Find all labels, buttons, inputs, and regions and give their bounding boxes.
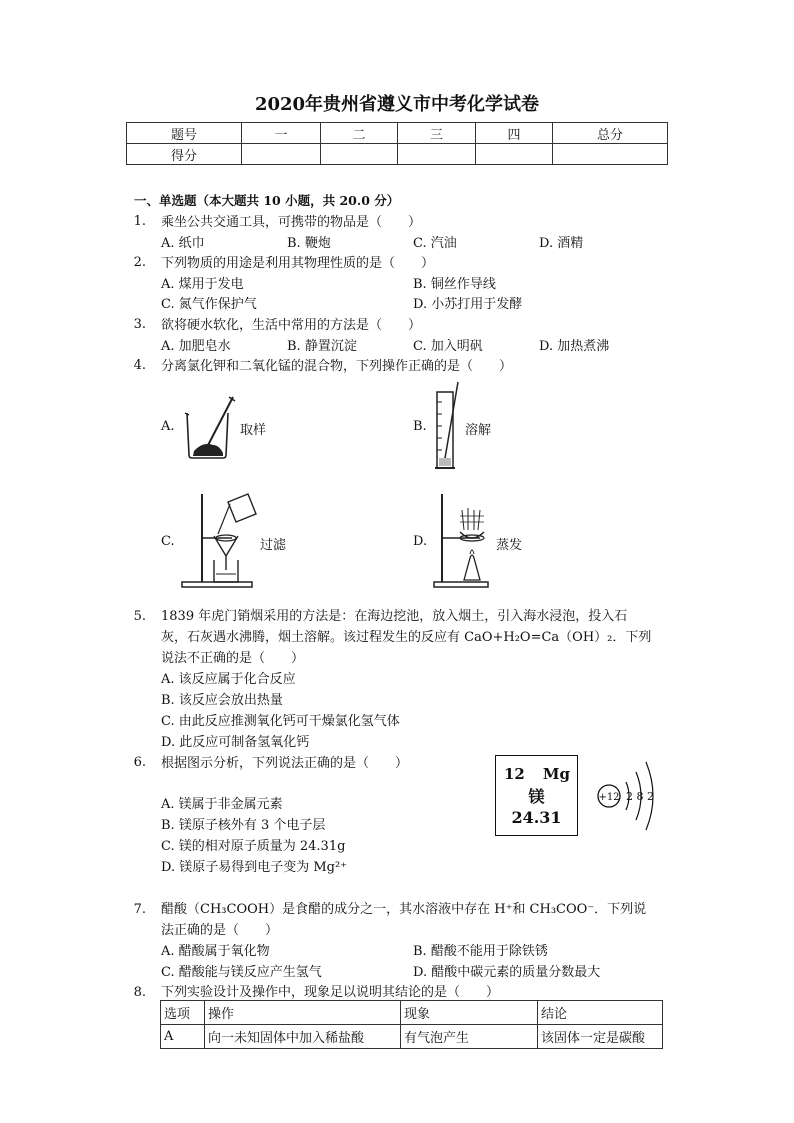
option-c: C. 醋酸能与镁反应产生氢气 bbox=[161, 965, 322, 980]
table-row bbox=[161, 1025, 663, 1049]
score-table bbox=[126, 122, 668, 165]
score-cell bbox=[398, 144, 476, 165]
option-b: B. 醋酸不能用于除铁锈 bbox=[413, 944, 548, 959]
question-number: 4. bbox=[133, 358, 146, 373]
question-stem-line: 说法不正确的是（ ） bbox=[161, 651, 305, 666]
table-cell: 有气泡产生 bbox=[401, 1025, 538, 1049]
score-table-score-row bbox=[127, 144, 668, 165]
question-number: 3. bbox=[133, 317, 146, 332]
score-table-header-row bbox=[127, 123, 668, 144]
question-stem-line: 醋酸（CH₃COOH）是食醋的成分之一，其水溶液中存在 H⁺和 CH₃COO⁻．下列说 bbox=[161, 902, 647, 917]
table-cell: A bbox=[161, 1025, 205, 1049]
option-b: B. bbox=[413, 419, 427, 434]
periodic-table-cell bbox=[495, 755, 578, 836]
option-d: D. 醋酸中碳元素的质量分数最大 bbox=[413, 965, 601, 980]
section-heading: 一、单选题（本大题共 10 小题，共 20.0 分） bbox=[134, 193, 400, 208]
question-number: 2. bbox=[133, 255, 146, 270]
option-a: A. 煤用于发电 bbox=[161, 277, 244, 292]
question-number: 6. bbox=[133, 755, 146, 770]
table-header-cell: 操作 bbox=[205, 1001, 401, 1025]
beaker-sampling-figure bbox=[183, 393, 238, 461]
score-header-cell: 二 bbox=[321, 123, 398, 144]
option-d: D. 此反应可制备氢氧化钙 bbox=[161, 735, 310, 750]
question-stem: 下列实验设计及操作中，现象足以说明其结论的是（ ） bbox=[161, 985, 500, 1000]
option-b: B. 铜丝作导线 bbox=[413, 277, 496, 292]
score-header-cell: 三 bbox=[398, 123, 476, 144]
table-cell: 该固体一定是碳酸 bbox=[538, 1025, 663, 1049]
atomic-mass: 24.31 bbox=[511, 808, 562, 827]
question-number: 5. bbox=[133, 609, 146, 624]
question-stem-line: 灰，石灰遇水沸腾，烟土溶解。该过程发生的反应有 CaO+H₂O=Ca（OH）₂．下列 bbox=[161, 630, 652, 645]
option-c: C. 由此反应推测氧化钙可干燥氯化氢气体 bbox=[161, 714, 400, 729]
score-cell bbox=[476, 144, 553, 165]
option-a: A. 醋酸属于氧化物 bbox=[161, 944, 270, 959]
option-b-label: 溶解 bbox=[465, 423, 492, 438]
question-stem: 根据图示分析，下列说法正确的是（ ） bbox=[161, 756, 409, 771]
electron-shells: 2 8 2 bbox=[626, 790, 654, 803]
atomic-number: 12 bbox=[504, 765, 525, 783]
option-d: D. 镁原子易得到电子变为 Mg²⁺ bbox=[161, 860, 348, 875]
score-cell bbox=[321, 144, 398, 165]
option-a-label: 取样 bbox=[240, 423, 267, 438]
question-stem: 分离氯化钾和二氧化锰的混合物，下列操作正确的是（ ） bbox=[161, 359, 513, 374]
table-header-cell: 现象 bbox=[401, 1001, 538, 1025]
question-stem-line: 法正确的是（ ） bbox=[161, 923, 279, 938]
question-stem-line: 1839 年虎门销烟采用的方法是：在海边挖池，放入烟土，引入海水浸泡，投入石 bbox=[161, 609, 628, 624]
question-number: 7. bbox=[133, 902, 146, 917]
question-stem: 乘坐公共交通工具，可携带的物品是（ ） bbox=[161, 215, 422, 230]
question-number: 8. bbox=[133, 985, 146, 1000]
option-c: C. 汽油 bbox=[413, 236, 457, 251]
page-title: 2020年贵州省遵义市中考化学试卷 bbox=[254, 94, 540, 115]
option-a: A. 纸巾 bbox=[161, 236, 205, 251]
option-a: A. 镁属于非金属元素 bbox=[161, 797, 283, 812]
element-name: 镁 bbox=[528, 787, 545, 806]
option-a: A. bbox=[161, 419, 175, 434]
score-header-cell: 题号 bbox=[127, 123, 242, 144]
option-d-label: 蒸发 bbox=[496, 538, 523, 553]
graduated-cylinder-figure bbox=[432, 380, 462, 472]
filtration-apparatus-figure bbox=[180, 490, 260, 590]
option-d: D. 酒精 bbox=[539, 236, 584, 251]
score-cell bbox=[553, 144, 668, 165]
option-a: A. 该反应属于化合反应 bbox=[161, 672, 296, 687]
option-b: B. 鞭炮 bbox=[287, 236, 331, 251]
option-d: D. 加热煮沸 bbox=[539, 339, 610, 354]
atom-structure-diagram bbox=[592, 752, 664, 840]
table-header-cell: 结论 bbox=[538, 1001, 663, 1025]
score-header-cell: 总分 bbox=[553, 123, 668, 144]
option-c-label: 过滤 bbox=[260, 538, 287, 553]
question-stem: 下列物质的用途是利用其物理性质的是（ ） bbox=[161, 256, 435, 271]
option-b: B. 静置沉淀 bbox=[287, 339, 357, 354]
element-symbol: Mg bbox=[542, 765, 570, 783]
option-d: D. bbox=[413, 534, 428, 549]
evaporation-apparatus-figure bbox=[432, 492, 494, 590]
table-header-cell: 选项 bbox=[161, 1001, 205, 1025]
experiment-table-header bbox=[161, 1001, 663, 1025]
option-b: B. 镁原子核外有 3 个电子层 bbox=[161, 818, 326, 833]
score-cell bbox=[242, 144, 321, 165]
experiment-table bbox=[160, 1000, 663, 1049]
table-cell: 向一未知固体中加入稀盐酸 bbox=[205, 1025, 401, 1049]
question-stem: 欲将硬水软化，生活中常用的方法是（ ） bbox=[161, 318, 422, 333]
question-number: 1. bbox=[133, 214, 146, 229]
option-d: D. 小苏打用于发酵 bbox=[413, 297, 523, 312]
option-c: C. bbox=[161, 534, 175, 549]
nucleus-charge: +12 bbox=[598, 792, 620, 803]
option-a: A. 加肥皂水 bbox=[161, 339, 231, 354]
option-b: B. 该反应会放出热量 bbox=[161, 693, 283, 708]
option-c: C. 氮气作保护气 bbox=[161, 297, 257, 312]
score-header-cell: 四 bbox=[476, 123, 553, 144]
score-header-cell: 一 bbox=[242, 123, 321, 144]
score-row-label: 得分 bbox=[127, 144, 242, 165]
option-c: C. 镁的相对原子质量为 24.31g bbox=[161, 839, 346, 854]
option-c: C. 加入明矾 bbox=[413, 339, 483, 354]
